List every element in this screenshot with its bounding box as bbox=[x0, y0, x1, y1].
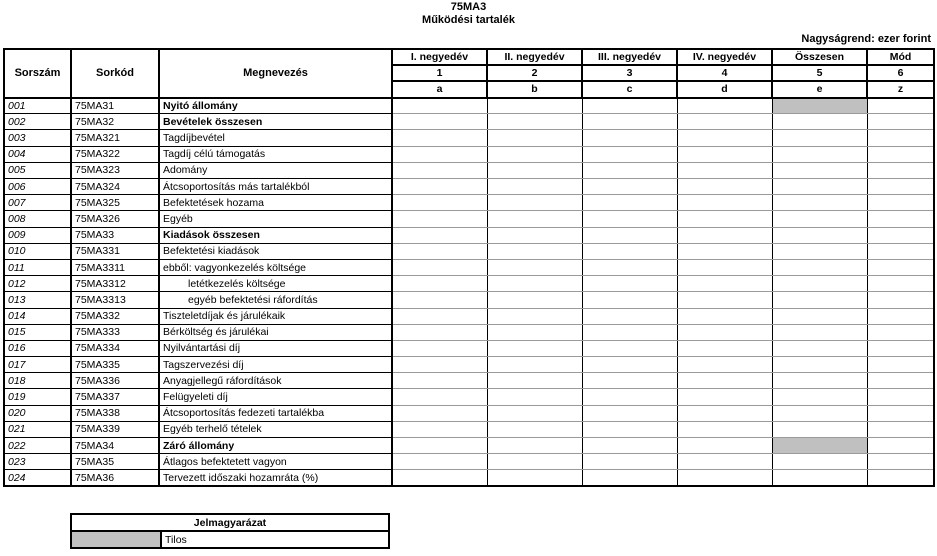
value-cell[interactable] bbox=[392, 114, 487, 130]
row-code: 75MA36 bbox=[71, 470, 159, 486]
row-code: 75MA322 bbox=[71, 146, 159, 162]
value-cell[interactable] bbox=[392, 357, 487, 373]
row-number: 015 bbox=[4, 324, 71, 340]
table-row bbox=[4, 130, 934, 146]
value-cell[interactable] bbox=[772, 195, 867, 211]
value-cell[interactable] bbox=[867, 324, 934, 340]
col-header-sorszam: Sorszám bbox=[4, 49, 71, 98]
row-code: 75MA33 bbox=[71, 227, 159, 243]
row-name: Kiadások összesen bbox=[159, 227, 392, 243]
value-cell[interactable] bbox=[392, 98, 487, 114]
value-cell[interactable] bbox=[677, 308, 772, 324]
value-cell[interactable] bbox=[582, 98, 677, 114]
row-number: 006 bbox=[4, 179, 71, 195]
table-row bbox=[4, 114, 934, 130]
value-cell[interactable] bbox=[677, 179, 772, 195]
form-title: Működési tartalék bbox=[422, 14, 515, 26]
table-row bbox=[4, 405, 934, 421]
value-cell[interactable] bbox=[867, 162, 934, 178]
row-name: Tagdíjbevétel bbox=[159, 130, 392, 146]
col-header-number: 4 bbox=[677, 65, 772, 81]
value-cell[interactable] bbox=[582, 259, 677, 275]
col-header-label: Mód bbox=[867, 49, 934, 65]
value-cell[interactable] bbox=[867, 454, 934, 470]
value-cell[interactable] bbox=[392, 276, 487, 292]
value-cell[interactable] bbox=[582, 340, 677, 356]
value-cell[interactable] bbox=[582, 421, 677, 437]
row-name: Anyagjellegű ráfordítások bbox=[159, 373, 392, 389]
value-cell[interactable] bbox=[392, 389, 487, 405]
value-cell bbox=[772, 98, 867, 114]
value-cell[interactable] bbox=[487, 146, 582, 162]
row-code: 75MA34 bbox=[71, 438, 159, 454]
row-name: Átcsoportosítás fedezeti tartalékba bbox=[159, 405, 392, 421]
value-cell[interactable] bbox=[582, 308, 677, 324]
table-row bbox=[4, 340, 934, 356]
value-cell[interactable] bbox=[677, 340, 772, 356]
value-cell[interactable] bbox=[772, 405, 867, 421]
col-header-letter: c bbox=[582, 81, 677, 97]
value-cell[interactable] bbox=[772, 179, 867, 195]
row-code: 75MA331 bbox=[71, 243, 159, 259]
row-number: 012 bbox=[4, 276, 71, 292]
row-code: 75MA339 bbox=[71, 421, 159, 437]
value-cell[interactable] bbox=[772, 421, 867, 437]
table-row bbox=[4, 308, 934, 324]
value-cell[interactable] bbox=[867, 195, 934, 211]
value-cell[interactable] bbox=[772, 114, 867, 130]
value-cell[interactable] bbox=[487, 292, 582, 308]
value-cell[interactable] bbox=[867, 405, 934, 421]
row-code: 75MA35 bbox=[71, 454, 159, 470]
value-cell[interactable] bbox=[392, 162, 487, 178]
value-cell[interactable] bbox=[772, 324, 867, 340]
row-code: 75MA31 bbox=[71, 98, 159, 114]
table-row bbox=[4, 98, 934, 114]
value-cell[interactable] bbox=[582, 146, 677, 162]
value-cell[interactable] bbox=[582, 179, 677, 195]
table-row bbox=[4, 276, 934, 292]
col-header-number: 5 bbox=[772, 65, 867, 81]
row-name: Egyéb terhelő tételek bbox=[159, 421, 392, 437]
col-header-number: 3 bbox=[582, 65, 677, 81]
row-name: Tagdíj célú támogatás bbox=[159, 146, 392, 162]
value-cell[interactable] bbox=[867, 340, 934, 356]
row-number: 004 bbox=[4, 146, 71, 162]
row-name: Átcsoportosítás más tartalékból bbox=[159, 179, 392, 195]
value-cell[interactable] bbox=[487, 98, 582, 114]
value-cell[interactable] bbox=[582, 470, 677, 486]
value-cell[interactable] bbox=[487, 438, 582, 454]
value-cell[interactable] bbox=[677, 98, 772, 114]
row-code: 75MA3311 bbox=[71, 259, 159, 275]
value-cell[interactable] bbox=[487, 130, 582, 146]
value-cell[interactable] bbox=[392, 259, 487, 275]
value-cell[interactable] bbox=[867, 227, 934, 243]
table-row bbox=[4, 438, 934, 454]
value-cell[interactable] bbox=[487, 389, 582, 405]
value-cell[interactable] bbox=[867, 211, 934, 227]
value-cell[interactable] bbox=[677, 292, 772, 308]
value-cell[interactable] bbox=[392, 405, 487, 421]
unit-label: Nagyságrend: ezer forint bbox=[801, 33, 931, 45]
data-table bbox=[3, 48, 935, 487]
table-row bbox=[4, 211, 934, 227]
value-cell[interactable] bbox=[677, 211, 772, 227]
col-header-label: Összesen bbox=[772, 49, 867, 65]
value-cell[interactable] bbox=[677, 195, 772, 211]
value-cell[interactable] bbox=[677, 470, 772, 486]
value-cell[interactable] bbox=[487, 308, 582, 324]
value-cell[interactable] bbox=[582, 292, 677, 308]
row-number: 013 bbox=[4, 292, 71, 308]
row-name: Átlagos befektetett vagyon bbox=[159, 454, 392, 470]
value-cell[interactable] bbox=[487, 405, 582, 421]
table-row bbox=[4, 389, 934, 405]
col-header-label: IV. negyedév bbox=[677, 49, 772, 65]
value-cell[interactable] bbox=[582, 114, 677, 130]
value-cell[interactable] bbox=[867, 421, 934, 437]
table-row bbox=[4, 373, 934, 389]
row-name: Záró állomány bbox=[159, 438, 392, 454]
value-cell[interactable] bbox=[677, 405, 772, 421]
row-name: Tagszervezési díj bbox=[159, 357, 392, 373]
value-cell[interactable] bbox=[867, 146, 934, 162]
row-number: 010 bbox=[4, 243, 71, 259]
value-cell[interactable] bbox=[582, 227, 677, 243]
value-cell[interactable] bbox=[772, 308, 867, 324]
form-code: 75MA3 bbox=[450, 1, 487, 13]
value-cell[interactable] bbox=[677, 454, 772, 470]
value-cell[interactable] bbox=[867, 98, 934, 114]
table-row bbox=[4, 179, 934, 195]
value-cell[interactable] bbox=[582, 454, 677, 470]
row-number: 002 bbox=[4, 114, 71, 130]
row-number: 001 bbox=[4, 98, 71, 114]
col-header-label: I. negyedév bbox=[392, 49, 487, 65]
value-cell[interactable] bbox=[582, 276, 677, 292]
value-cell[interactable] bbox=[772, 276, 867, 292]
col-header-sorkod: Sorkód bbox=[71, 49, 159, 98]
value-cell[interactable] bbox=[392, 292, 487, 308]
value-cell[interactable] bbox=[582, 357, 677, 373]
value-cell[interactable] bbox=[772, 340, 867, 356]
value-cell[interactable] bbox=[392, 340, 487, 356]
value-cell[interactable] bbox=[392, 211, 487, 227]
table-row bbox=[4, 421, 934, 437]
col-header-letter: e bbox=[772, 81, 867, 97]
value-cell[interactable] bbox=[677, 438, 772, 454]
value-cell[interactable] bbox=[677, 421, 772, 437]
value-cell[interactable] bbox=[677, 146, 772, 162]
row-number: 005 bbox=[4, 162, 71, 178]
row-number: 022 bbox=[4, 438, 71, 454]
value-cell[interactable] bbox=[772, 470, 867, 486]
value-cell[interactable] bbox=[487, 179, 582, 195]
row-number: 020 bbox=[4, 405, 71, 421]
row-code: 75MA336 bbox=[71, 373, 159, 389]
row-name: Egyéb bbox=[159, 211, 392, 227]
row-name: Bevételek összesen bbox=[159, 114, 392, 130]
value-cell[interactable] bbox=[392, 179, 487, 195]
value-cell[interactable] bbox=[772, 259, 867, 275]
col-header-megnevezes: Megnevezés bbox=[159, 49, 392, 98]
value-cell[interactable] bbox=[487, 162, 582, 178]
value-cell[interactable] bbox=[487, 324, 582, 340]
value-cell[interactable] bbox=[867, 389, 934, 405]
table-row bbox=[4, 243, 934, 259]
table-row bbox=[4, 227, 934, 243]
table-row bbox=[4, 470, 934, 486]
value-cell[interactable] bbox=[772, 162, 867, 178]
row-code: 75MA338 bbox=[71, 405, 159, 421]
value-cell[interactable] bbox=[677, 324, 772, 340]
value-cell[interactable] bbox=[392, 195, 487, 211]
col-header-label: III. negyedév bbox=[582, 49, 677, 65]
value-cell[interactable] bbox=[677, 373, 772, 389]
value-cell[interactable] bbox=[392, 243, 487, 259]
value-cell[interactable] bbox=[487, 195, 582, 211]
row-name: Nyitó állomány bbox=[159, 98, 392, 114]
table-row bbox=[4, 454, 934, 470]
row-code: 75MA333 bbox=[71, 324, 159, 340]
row-number: 016 bbox=[4, 340, 71, 356]
value-cell[interactable] bbox=[582, 162, 677, 178]
row-code: 75MA335 bbox=[71, 357, 159, 373]
col-header-letter: z bbox=[867, 81, 934, 97]
value-cell[interactable] bbox=[582, 211, 677, 227]
col-header-letter: b bbox=[487, 81, 582, 97]
value-cell[interactable] bbox=[867, 373, 934, 389]
row-number: 014 bbox=[4, 308, 71, 324]
legend bbox=[70, 513, 390, 549]
row-number: 003 bbox=[4, 130, 71, 146]
value-cell[interactable] bbox=[392, 438, 487, 454]
row-number: 018 bbox=[4, 373, 71, 389]
legend-swatch-forbidden bbox=[71, 531, 161, 548]
row-name: Tiszteletdíjak és járulékaik bbox=[159, 308, 392, 324]
value-cell[interactable] bbox=[867, 470, 934, 486]
value-cell[interactable] bbox=[772, 357, 867, 373]
row-name: letétkezelés költsége bbox=[159, 276, 392, 292]
row-name: ebből: vagyonkezelés költsége bbox=[159, 259, 392, 275]
value-cell[interactable] bbox=[867, 114, 934, 130]
value-cell[interactable] bbox=[487, 259, 582, 275]
table-row bbox=[4, 162, 934, 178]
row-number: 017 bbox=[4, 357, 71, 373]
row-name: Adomány bbox=[159, 162, 392, 178]
value-cell[interactable] bbox=[392, 146, 487, 162]
value-cell[interactable] bbox=[677, 162, 772, 178]
legend-title: Jelmagyarázat bbox=[71, 514, 389, 531]
value-cell[interactable] bbox=[677, 357, 772, 373]
value-cell[interactable] bbox=[772, 373, 867, 389]
col-header-letter: d bbox=[677, 81, 772, 97]
row-code: 75MA323 bbox=[71, 162, 159, 178]
col-header-number: 1 bbox=[392, 65, 487, 81]
value-cell[interactable] bbox=[772, 454, 867, 470]
row-number: 021 bbox=[4, 421, 71, 437]
table-row bbox=[4, 146, 934, 162]
value-cell[interactable] bbox=[772, 243, 867, 259]
value-cell[interactable] bbox=[772, 211, 867, 227]
col-header-number: 2 bbox=[487, 65, 582, 81]
legend-label-forbidden: Tilos bbox=[161, 531, 389, 548]
value-cell[interactable] bbox=[582, 130, 677, 146]
table-row bbox=[4, 259, 934, 275]
value-cell[interactable] bbox=[772, 292, 867, 308]
value-cell[interactable] bbox=[582, 195, 677, 211]
row-number: 023 bbox=[4, 454, 71, 470]
row-code: 75MA337 bbox=[71, 389, 159, 405]
row-name: Felügyeleti díj bbox=[159, 389, 392, 405]
table-row bbox=[4, 324, 934, 340]
value-cell[interactable] bbox=[582, 405, 677, 421]
value-cell[interactable] bbox=[392, 227, 487, 243]
row-code: 75MA321 bbox=[71, 130, 159, 146]
row-name: egyéb befektetési ráfordítás bbox=[159, 292, 392, 308]
value-cell[interactable] bbox=[867, 259, 934, 275]
row-code: 75MA325 bbox=[71, 195, 159, 211]
value-cell[interactable] bbox=[487, 340, 582, 356]
row-code: 75MA3313 bbox=[71, 292, 159, 308]
value-cell[interactable] bbox=[392, 130, 487, 146]
value-cell[interactable] bbox=[867, 357, 934, 373]
value-cell[interactable] bbox=[772, 227, 867, 243]
value-cell[interactable] bbox=[392, 470, 487, 486]
value-cell[interactable] bbox=[867, 438, 934, 454]
table-row bbox=[4, 357, 934, 373]
value-cell[interactable] bbox=[677, 389, 772, 405]
value-cell[interactable] bbox=[677, 243, 772, 259]
value-cell[interactable] bbox=[487, 454, 582, 470]
value-cell[interactable] bbox=[582, 324, 677, 340]
value-cell[interactable] bbox=[867, 276, 934, 292]
value-cell[interactable] bbox=[392, 373, 487, 389]
value-cell[interactable] bbox=[677, 276, 772, 292]
value-cell[interactable] bbox=[487, 470, 582, 486]
row-name: Befektetések hozama bbox=[159, 195, 392, 211]
row-name: Bérköltség és járulékai bbox=[159, 324, 392, 340]
value-cell[interactable] bbox=[582, 438, 677, 454]
value-cell[interactable] bbox=[392, 454, 487, 470]
row-number: 019 bbox=[4, 389, 71, 405]
value-cell[interactable] bbox=[392, 308, 487, 324]
col-header-label: II. negyedév bbox=[487, 49, 582, 65]
row-code: 75MA3312 bbox=[71, 276, 159, 292]
value-cell[interactable] bbox=[772, 389, 867, 405]
row-name: Nyilvántartási díj bbox=[159, 340, 392, 356]
value-cell[interactable] bbox=[582, 389, 677, 405]
value-cell[interactable] bbox=[392, 324, 487, 340]
value-cell[interactable] bbox=[867, 308, 934, 324]
row-code: 75MA324 bbox=[71, 179, 159, 195]
col-header-number: 6 bbox=[867, 65, 934, 81]
value-cell[interactable] bbox=[487, 357, 582, 373]
row-number: 007 bbox=[4, 195, 71, 211]
row-number: 009 bbox=[4, 227, 71, 243]
table-row bbox=[4, 195, 934, 211]
col-header-letter: a bbox=[392, 81, 487, 97]
value-cell[interactable] bbox=[487, 421, 582, 437]
value-cell[interactable] bbox=[867, 243, 934, 259]
value-cell bbox=[772, 438, 867, 454]
value-cell[interactable] bbox=[867, 179, 934, 195]
row-name: Tervezett időszaki hozamráta (%) bbox=[159, 470, 392, 486]
row-code: 75MA326 bbox=[71, 211, 159, 227]
value-cell[interactable] bbox=[677, 259, 772, 275]
value-cell[interactable] bbox=[582, 373, 677, 389]
value-cell[interactable] bbox=[487, 211, 582, 227]
value-cell[interactable] bbox=[772, 130, 867, 146]
table-row bbox=[4, 292, 934, 308]
value-cell[interactable] bbox=[867, 130, 934, 146]
value-cell[interactable] bbox=[867, 292, 934, 308]
value-cell[interactable] bbox=[487, 114, 582, 130]
row-name: Befektetési kiadások bbox=[159, 243, 392, 259]
value-cell[interactable] bbox=[487, 276, 582, 292]
value-cell[interactable] bbox=[677, 227, 772, 243]
value-cell[interactable] bbox=[677, 114, 772, 130]
value-cell[interactable] bbox=[487, 243, 582, 259]
value-cell[interactable] bbox=[677, 130, 772, 146]
value-cell[interactable] bbox=[392, 421, 487, 437]
value-cell[interactable] bbox=[487, 373, 582, 389]
value-cell[interactable] bbox=[582, 243, 677, 259]
row-number: 008 bbox=[4, 211, 71, 227]
value-cell[interactable] bbox=[487, 227, 582, 243]
row-code: 75MA32 bbox=[71, 114, 159, 130]
row-code: 75MA332 bbox=[71, 308, 159, 324]
row-number: 024 bbox=[4, 470, 71, 486]
value-cell[interactable] bbox=[772, 146, 867, 162]
row-code: 75MA334 bbox=[71, 340, 159, 356]
row-number: 011 bbox=[4, 259, 71, 275]
